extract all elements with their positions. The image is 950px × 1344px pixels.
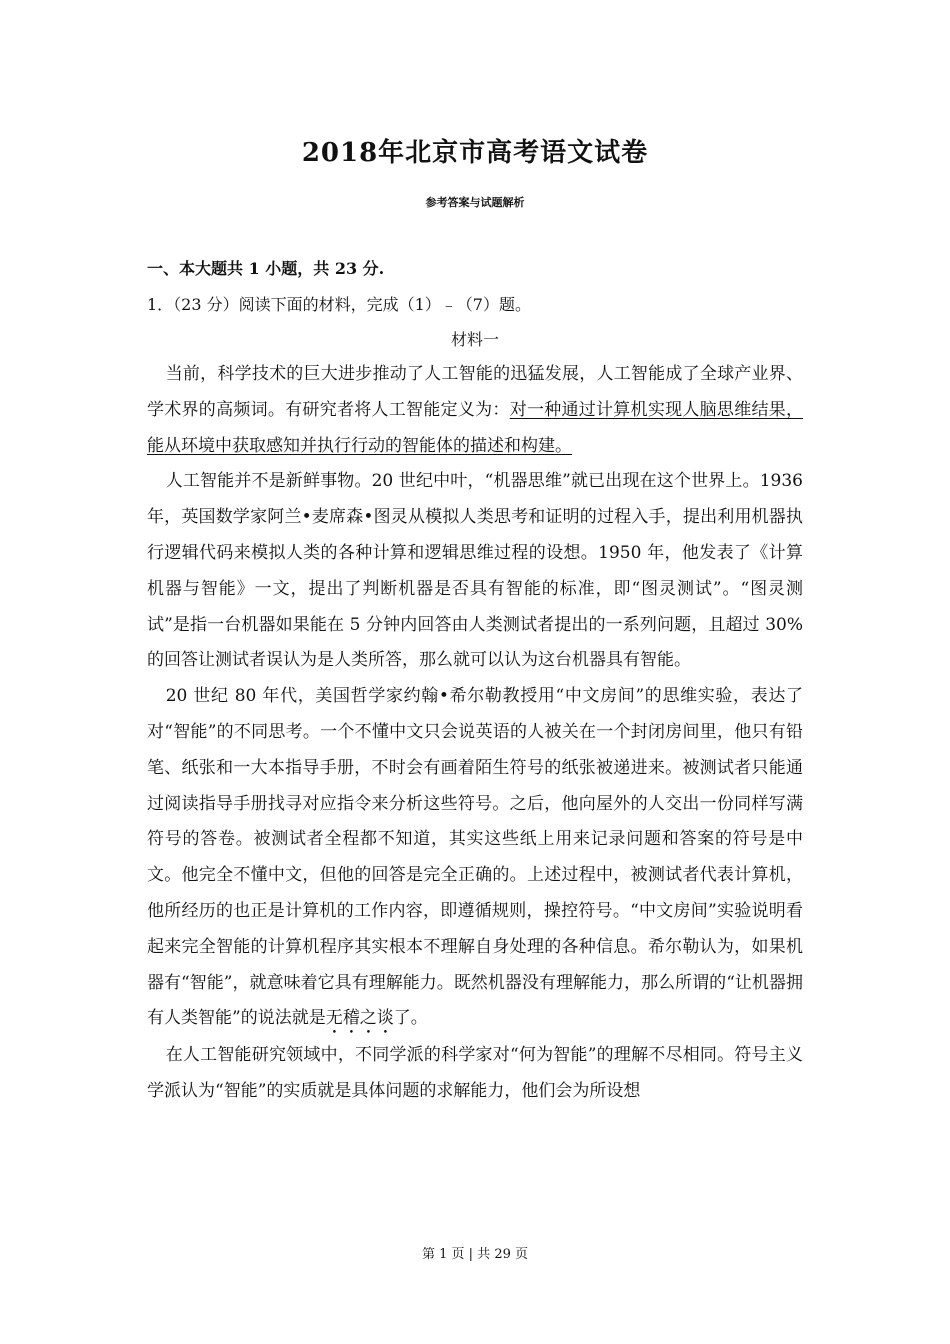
page-footer: 第 1 页 | 共 29 页 <box>422 1247 528 1262</box>
page-title: 2018年北京市高考语文试卷 <box>301 138 649 168</box>
page-subtitle: 参考答案与试题解析 <box>425 196 525 209</box>
question-line: 1．（23 分）阅读下面的材料，完成（1）﹣（7）题。 <box>147 295 531 314</box>
passage-body <box>147 357 803 1110</box>
section-heading: 一、本大题共 1 小题，共 23 分. <box>147 259 385 278</box>
paragraph-3-end: 了。 <box>393 1008 428 1029</box>
paragraph-4: 在人工智能研究领域中，不同学派的科学家对“何为智能”的理解不尽相同。符号主义学派认为“智能”的实质就是具体问题的求解能力，他们会为所设想 <box>147 1045 803 1102</box>
underlined-definition: 对一种通过计算机实现人脑思维结果，能从环境中获取感知并执行行动的智能体的描述和构建。 <box>147 399 804 456</box>
material-heading: 材料一 <box>450 330 499 349</box>
paragraph-1-text: 当前，科学技术的巨大进步推动了人工智能的迅猛发展，人工智能成了全球产业界、学术界的高频词。有研究者将人工智能定义为： <box>147 364 803 420</box>
paragraph-2: 人工智能并不是新鲜事物。20 世纪中叶，“机器思维”就已出现在这个世界上。1936 年，英国数学家阿兰•麦席森•图灵从模拟人类思考和证明的过程入手，提出利用机器执行逻辑代码来模拟人类的各种计算和逻辑思维过程的设想。1950 年，他发表了《计算机器与智能》一文，提出了判断机器是否具有智能的标准，即“图灵测试”。“图灵测试”是指一台机器如果能在 5 分钟内回答由人类测试者提出的一系列问题，且超过 30%的回答让测试者误认为是人类所答，那么就可以认为这台机器具有智能。 <box>147 471 803 671</box>
paragraph-1 <box>147 357 803 464</box>
emphasized-phrase: 无稽之谈 <box>325 1008 394 1029</box>
paragraph-3-text: 20 世纪 80 年代，美国哲学家约翰•希尔勒教授用“中文房间”的思维实验，表达了对“智能”的不同思考。一个不懂中文只会说英语的人被关在一个封闭房间里，他只有铅笔、纸张和一大本指导手册，不时会有画着陌生符号的纸张被递进来。被测试者只能通过阅读指导手册找寻对应指令来分析这些符号。之后，他向屋外的人交出一份同样写满符号的答卷。被测试者全程都不知道，其实这些纸上用来记录问题和答案的符号是中文。他完全不懂中文，但他的回答是完全正确的。上述过程中，被测试者代表计算机，他所经历的也正是计算机的工作内容，即遵循规则，操控符号。“中文房间”实验说明看起来完全智能的计算机程序其实根本不理解自身处理的各种信息。希尔勒认为，如果机器有“智能”，就意味着它具有理解能力。既然机器没有理解能力，那么所谓的“让机器拥有人类智能”的说法就是 <box>147 686 803 1029</box>
paragraph-3 <box>147 679 803 1038</box>
